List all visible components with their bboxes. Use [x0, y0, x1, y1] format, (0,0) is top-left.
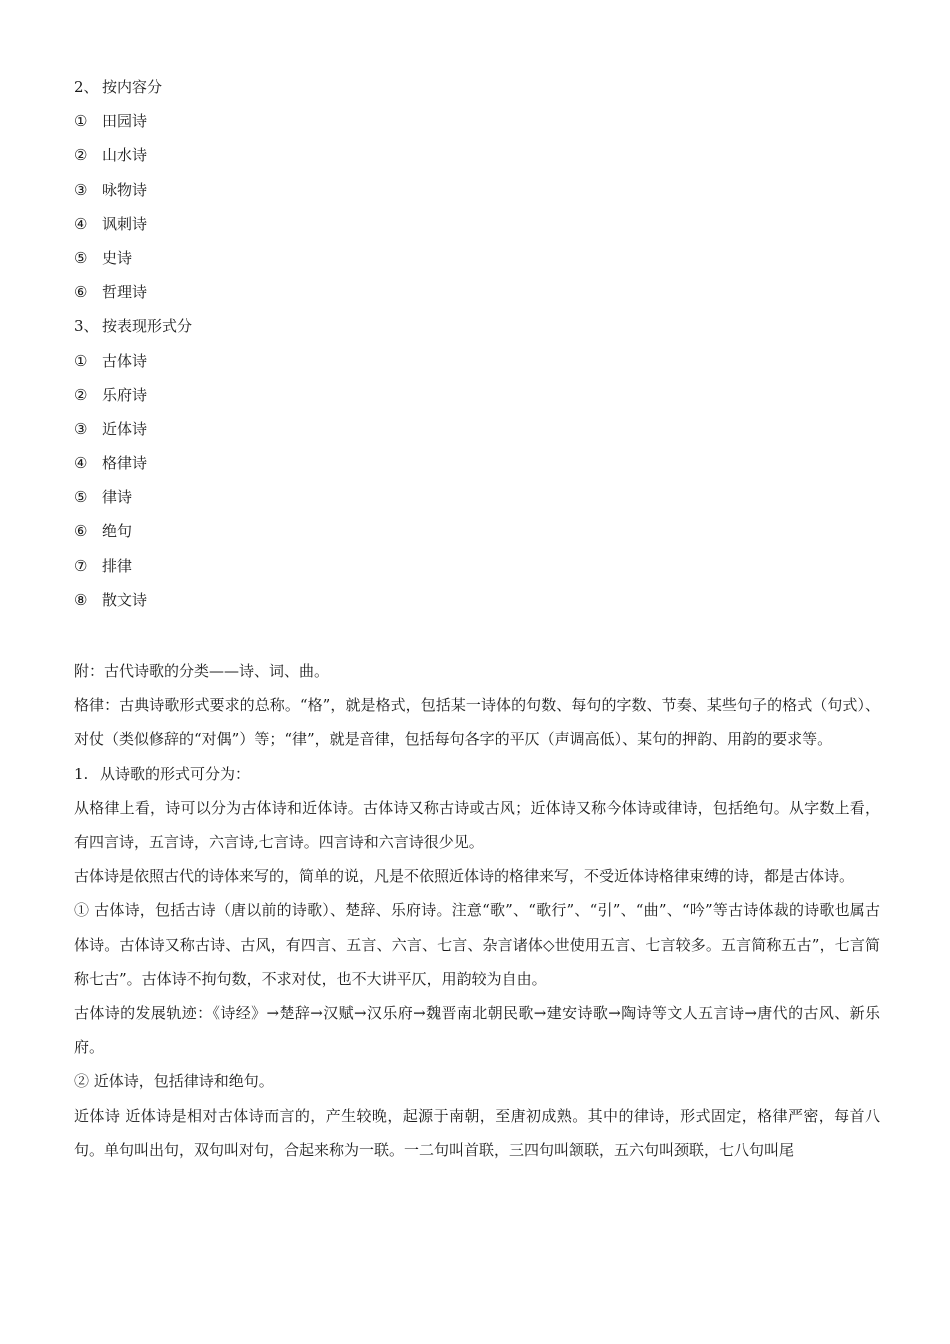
item-marker: ③: [74, 180, 88, 199]
item-marker: ①: [74, 112, 88, 131]
item-marker: ②: [74, 146, 88, 165]
list-item: [74, 485, 474, 519]
item-text: 山水诗: [102, 146, 148, 165]
list-item: [74, 383, 474, 417]
point-1-heading: [74, 757, 880, 791]
item-marker: ④: [74, 454, 88, 473]
section-heading-content: [74, 75, 474, 109]
list-item: [74, 109, 474, 143]
item-text: 排律: [102, 556, 133, 575]
classification-list: [74, 75, 474, 622]
point-number: 1.: [74, 764, 89, 783]
heading-text: 按内容分: [102, 78, 163, 96]
list-item: [74, 417, 474, 451]
heading-text: 按表现形式分: [102, 317, 193, 336]
item-text: 史诗: [102, 248, 133, 267]
item-marker: ⑤: [74, 488, 88, 507]
item-text: 散文诗: [102, 590, 148, 609]
item-marker: ⑦: [74, 556, 88, 575]
list-item: [74, 212, 474, 246]
guti-item-paragraph: ① 古体诗，包括古诗（唐以前的诗歌）、楚辞、乐府诗。注意“歌”、“歌行”、“引”、“曲”、“吟”等古诗体裁的诗歌也属古体诗。古体诗又称古诗、古风，有四言、五言、六言、七言、杂言诸体◇世使用五言、七言较多。五言简称五古”，七言简称七古”。古体诗不拘句数，不求对仗，也不大讲平仄，用韵较为自由。: [74, 901, 880, 988]
item-marker: ①: [74, 351, 88, 370]
heading-number: 2、: [74, 78, 99, 96]
list-item: [74, 280, 474, 314]
list-item: [74, 451, 474, 485]
item-text: 田园诗: [102, 112, 148, 131]
heading-number: 3、: [74, 317, 99, 336]
item-text: 格律诗: [102, 454, 148, 473]
list-item: [74, 246, 474, 280]
list-item: [74, 349, 474, 383]
appendix-line: 附：古代诗歌的分类——诗、词、曲。: [74, 662, 330, 680]
list-item: [74, 519, 474, 553]
item-text: 律诗: [102, 488, 133, 507]
point-text: 从诗歌的形式可分为：: [100, 764, 251, 783]
item-marker: ④: [74, 214, 88, 233]
list-item: [74, 143, 474, 177]
item-text: 近体诗: [102, 419, 148, 438]
body-text: [74, 654, 880, 1167]
guti-definition-paragraph: 古体诗是依照古代的诗体来写的，简单的说，凡是不依照近体诗的格律来写，不受近体诗格律束缚的诗，都是古体诗。: [74, 867, 855, 886]
item-text: 哲理诗: [102, 283, 148, 302]
item-text: 讽刺诗: [102, 214, 148, 233]
item-text: 咏物诗: [102, 180, 148, 199]
jinti-paragraph: 近体诗 近体诗是相对古体诗而言的，产生较晚，起源于南朝，至唐初成熟。其中的律诗，形式固定，格律严密，每首八句。单句叫出句，双句叫对句，合起来称为一联。一二句叫首联，三四句叫颔联，五六句叫颈联，七八句叫尾: [74, 1106, 880, 1159]
section-heading-form: [74, 314, 474, 348]
item-marker: ⑤: [74, 248, 88, 267]
gelv-paragraph: 格律：古典诗歌形式要求的总称。“格”，就是格式，包括某一诗体的句数、每句的字数、节奏、某些句子的格式（句式）、对仗（类似修辞的“对偶”）等；“律”，就是音律，包括每句各字的平仄（声调高低）、某句的押韵、用韵的要求等。: [74, 696, 880, 749]
item-marker: ⑧: [74, 590, 88, 609]
guti-history-paragraph: 古体诗的发展轨迹：《诗经》→楚辞→汉赋→汉乐府→魏晋南北朝民歌→建安诗歌→陶诗等文人五言诗→唐代的古风、新乐府。: [74, 1004, 880, 1057]
list-item: [74, 554, 474, 588]
item-marker: ⑥: [74, 522, 88, 541]
item-text: 绝句: [102, 522, 133, 541]
item-marker: ②: [74, 385, 88, 404]
item-marker: ③: [74, 419, 88, 438]
form-paragraph: 从格律上看，诗可以分为古体诗和近体诗。古体诗又称古诗或古风；近体诗又称今体诗或律诗，包括绝句。从字数上看，有四言诗，五言诗，六言诗,七言诗。四言诗和六言诗很少见。: [74, 798, 880, 852]
item-text: 古体诗: [102, 351, 148, 370]
list-item: [74, 178, 474, 212]
jinti-item-line: ② 近体诗，包括律诗和绝句。: [74, 1072, 274, 1091]
item-marker: ⑥: [74, 283, 88, 302]
item-text: 乐府诗: [102, 385, 148, 404]
list-item: [74, 588, 474, 622]
